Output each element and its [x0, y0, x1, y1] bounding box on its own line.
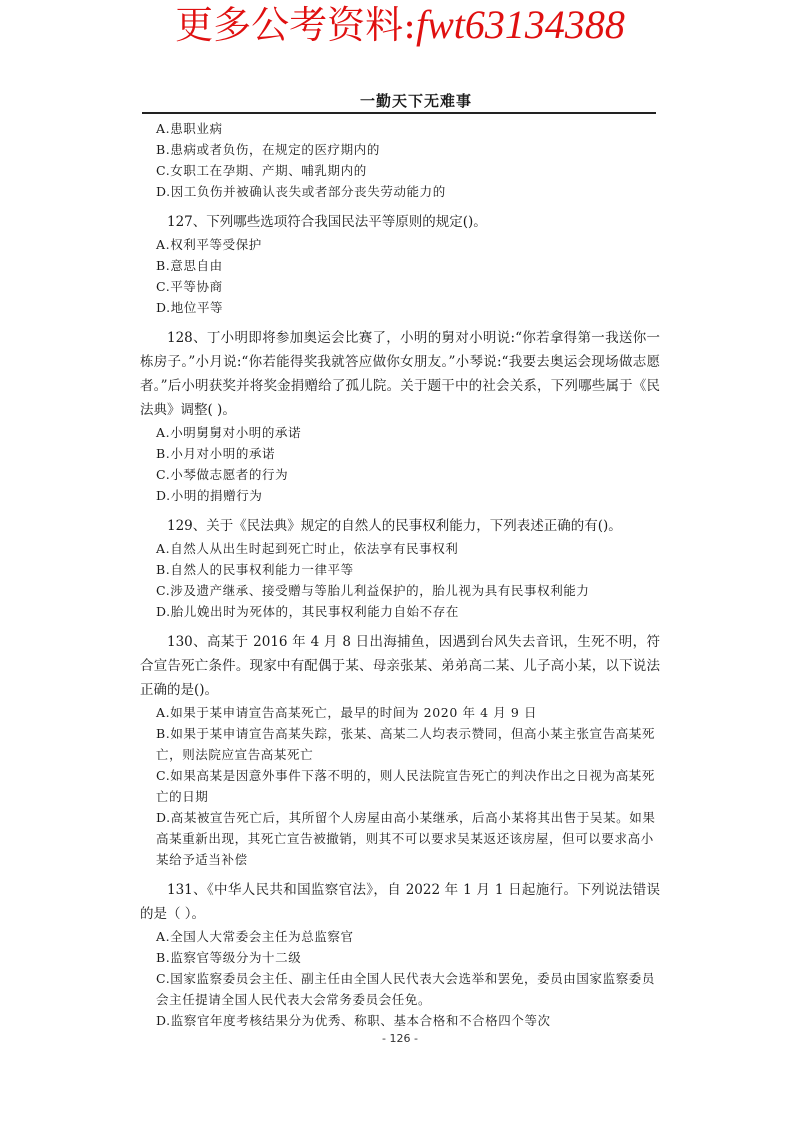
option-c: C.平等协商: [156, 279, 223, 294]
promo-banner: [0, 2, 800, 48]
header-divider: [142, 112, 656, 114]
option-d: D.因工负伤并被确认丧失或者部分丧失劳动能力的: [156, 184, 446, 199]
option-b: B.意思自由: [156, 258, 223, 273]
question-stem: 131、《中华人民共和国监察官法》，自 2022 年 1 月 1 日起施行。下列说法错误的是（ ）。: [140, 882, 660, 922]
question-stem: 130、高某于 2016 年 4 月 8 日出海捕鱼，因遇到台风失去音讯，生死不明，符合宣告死亡条件。现家中有配偶于某、母亲张某、弟弟高二某、儿子高小某，以下说法正确的是()。: [140, 634, 660, 698]
question-129: [140, 514, 660, 622]
option-a: A.患职业病: [156, 121, 223, 136]
option-a: A.全国人大常委会主任为总监察官: [156, 929, 354, 944]
question-stem: 128、丁小明即将参加奥运会比赛了，小明的舅对小明说:“你若拿得第一我送你一栋房子。”小月说:“你若能得奖我就答应做你女朋友。”小琴说:“我要去奥运会现场做志愿者。”后小明获奖并将奖金捐赠给了孤儿院。关于题干中的社会关系，下列哪些属于《民法典》调整( )。: [140, 330, 660, 418]
option-b: B.自然人的民事权利能力一律平等: [156, 562, 354, 577]
question-stem: 127、下列哪些选项符合我国民法平等原则的规定()。: [167, 214, 487, 230]
option-c: C.小琴做志愿者的行为: [156, 467, 289, 482]
option-d: D.监察官年度考核结果分为优秀、称职、基本合格和不合格四个等次: [156, 1013, 551, 1028]
option-d: D.胎儿娩出时为死体的，其民事权利能力自始不存在: [156, 604, 459, 619]
option-c: C.国家监察委员会主任、副主任由全国人民代表大会选举和罢免，委员由国家监察委员会主任提请全国人民代表大会常务委员会任免。: [156, 971, 655, 1007]
banner-prefix: 更多公考资料:: [175, 3, 416, 47]
question-126-options: [140, 118, 660, 202]
option-c: C.女职工在孕期、产期、哺乳期内的: [156, 163, 367, 178]
question-128: [140, 326, 660, 506]
option-a: A.自然人从出生时起到死亡时止，依法享有民事权利: [156, 541, 459, 556]
banner-site-id: fwt63134388: [415, 2, 625, 47]
option-a: A.权利平等受保护: [156, 237, 262, 252]
running-header-title: 一勤天下无难事: [360, 92, 473, 110]
option-b: B.如果于某申请宣告高某失踪，张某、高某二人均表示赞同，但高小某主张宣告高某死亡，则法院应宣告高某死亡: [156, 726, 656, 762]
page-number: - 126 -: [382, 1032, 418, 1045]
question-127: [140, 210, 660, 318]
option-d: D.地位平等: [156, 300, 224, 315]
option-a: A.如果于某申请宣告高某死亡，最早的时间为 2020 年 4 月 9 日: [156, 705, 538, 720]
page-content: [140, 118, 660, 1031]
question-130: [140, 630, 660, 870]
option-b: B.监察官等级分为十二级: [156, 950, 302, 965]
option-c: C.如果高某是因意外事件下落不明的，则人民法院宣告死亡的判决作出之日视为高某死亡的日期: [156, 768, 655, 804]
option-d: D.小明的捐赠行为: [156, 488, 263, 503]
question-131: [140, 878, 660, 1031]
option-b: B.患病或者负伤，在规定的医疗期内的: [156, 142, 380, 157]
option-b: B.小月对小明的承诺: [156, 446, 276, 461]
option-c: C.涉及遗产继承、接受赠与等胎儿利益保护的，胎儿视为具有民事权利能力: [156, 583, 590, 598]
option-d: D.高某被宣告死亡后，其所留个人房屋由高小某继承，后高小某将其出售于吴某。如果高某重新出现，其死亡宣告被撤销，则其不可以要求吴某返还该房屋，但可以要求高小某给予适当补偿: [156, 810, 656, 867]
question-stem: 129、关于《民法典》规定的自然人的民事权利能力，下列表述正确的有()。: [167, 518, 622, 534]
option-a: A.小明舅舅对小明的承诺: [156, 425, 302, 440]
